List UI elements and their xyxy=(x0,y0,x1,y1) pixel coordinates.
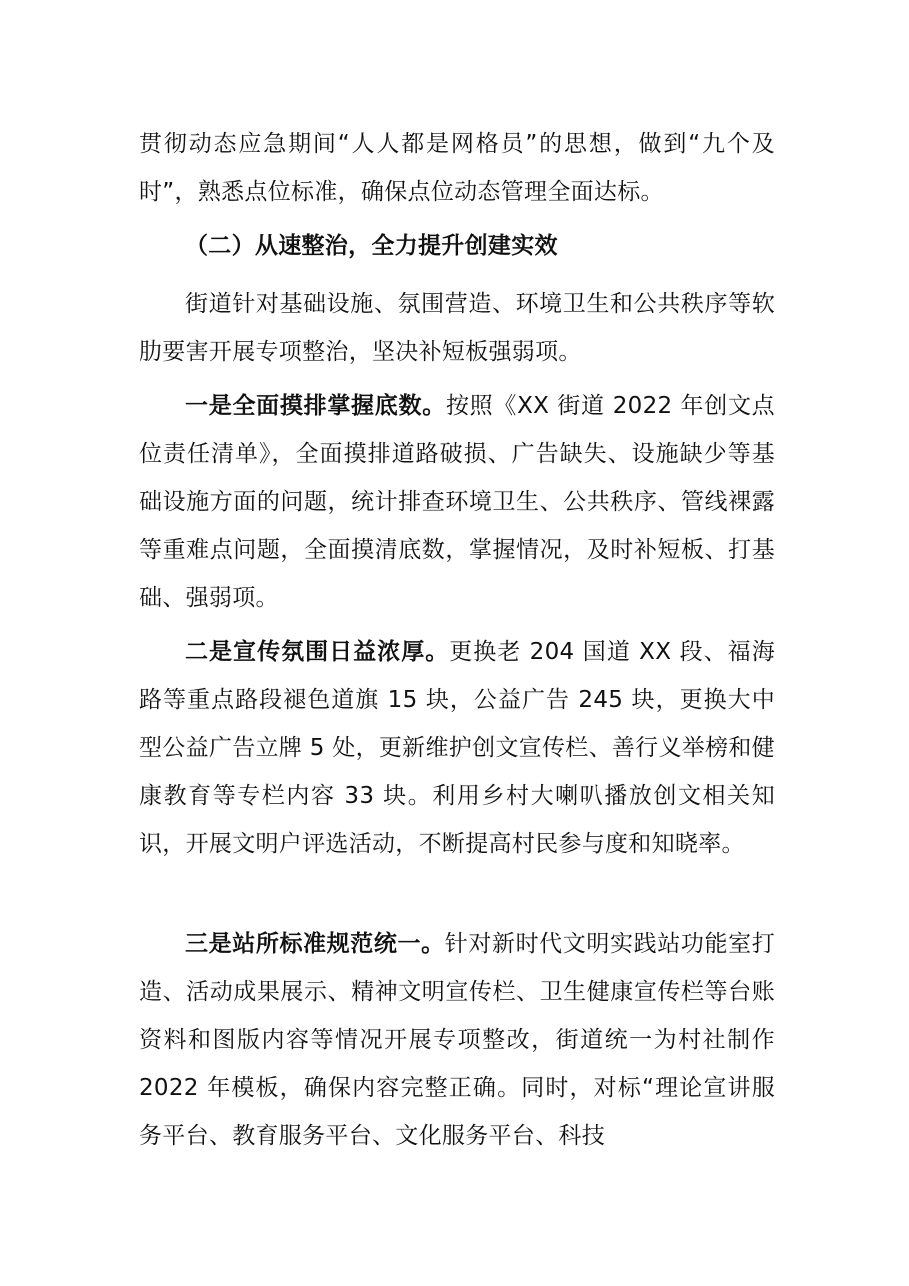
paragraph-intro xyxy=(139,280,775,376)
item-body: 针对新时代文明实践站功能室打造、活动成果展示、精神文明宣传栏、卫生健康宣传栏等台账资料和图版内容等情况开展专项整改，街道统一为村社制作 2022 年模板，确保内容完整正确。同时，对标“理论宣讲服务平台、教育服务平台、文化服务平台、科技 xyxy=(139,931,775,1149)
paragraph-text: 街道针对基础设施、氛围营造、环境卫生和公共秩序等软肋要害开展专项整治，坚决补短板强弱项。 xyxy=(139,291,775,365)
item-lead: 二是宣传氛围日益浓厚。 xyxy=(185,639,450,665)
paragraph-item-1 xyxy=(139,382,775,622)
paragraph-text xyxy=(139,920,775,1160)
section-heading: （二）从速整治，全力提升创建实效 xyxy=(185,233,558,259)
paragraph-item-2 xyxy=(139,628,775,868)
paragraph-continued xyxy=(139,120,775,216)
item-lead: 三是站所标准规范统一。 xyxy=(185,931,445,957)
paragraph-text xyxy=(139,382,775,622)
item-body: 按照《XX 街道 2022 年创文点位责任清单》，全面摸排道路破损、广告缺失、设施缺少等基础设施方面的问题，统计排查环境卫生、公共秩序、管线裸露等重难点问题，全面摸清底数，掌握情况，及时补短板、打基础、强弱项。 xyxy=(139,393,775,611)
paragraph-text: 贯彻动态应急期间“人人都是网格员”的思想，做到“九个及时”，熟悉点位标准，确保点位动态管理全面达标。 xyxy=(139,131,775,205)
paragraph-text xyxy=(139,628,775,868)
paragraph-item-3 xyxy=(139,920,775,1160)
item-lead: 一是全面摸排掌握底数。 xyxy=(185,393,446,419)
item-body: 更换老 204 国道 XX 段、福海路等重点路段褪色道旗 15 块，公益广告 245 块，更换大中型公益广告立牌 5 处，更新维护创文宣传栏、善行义举榜和健康教育等专栏内容 33 块。利用乡村大喇叭播放创文相关知识，开展文明户评选活动，不断提高村民参与度和知晓率。 xyxy=(139,639,775,857)
